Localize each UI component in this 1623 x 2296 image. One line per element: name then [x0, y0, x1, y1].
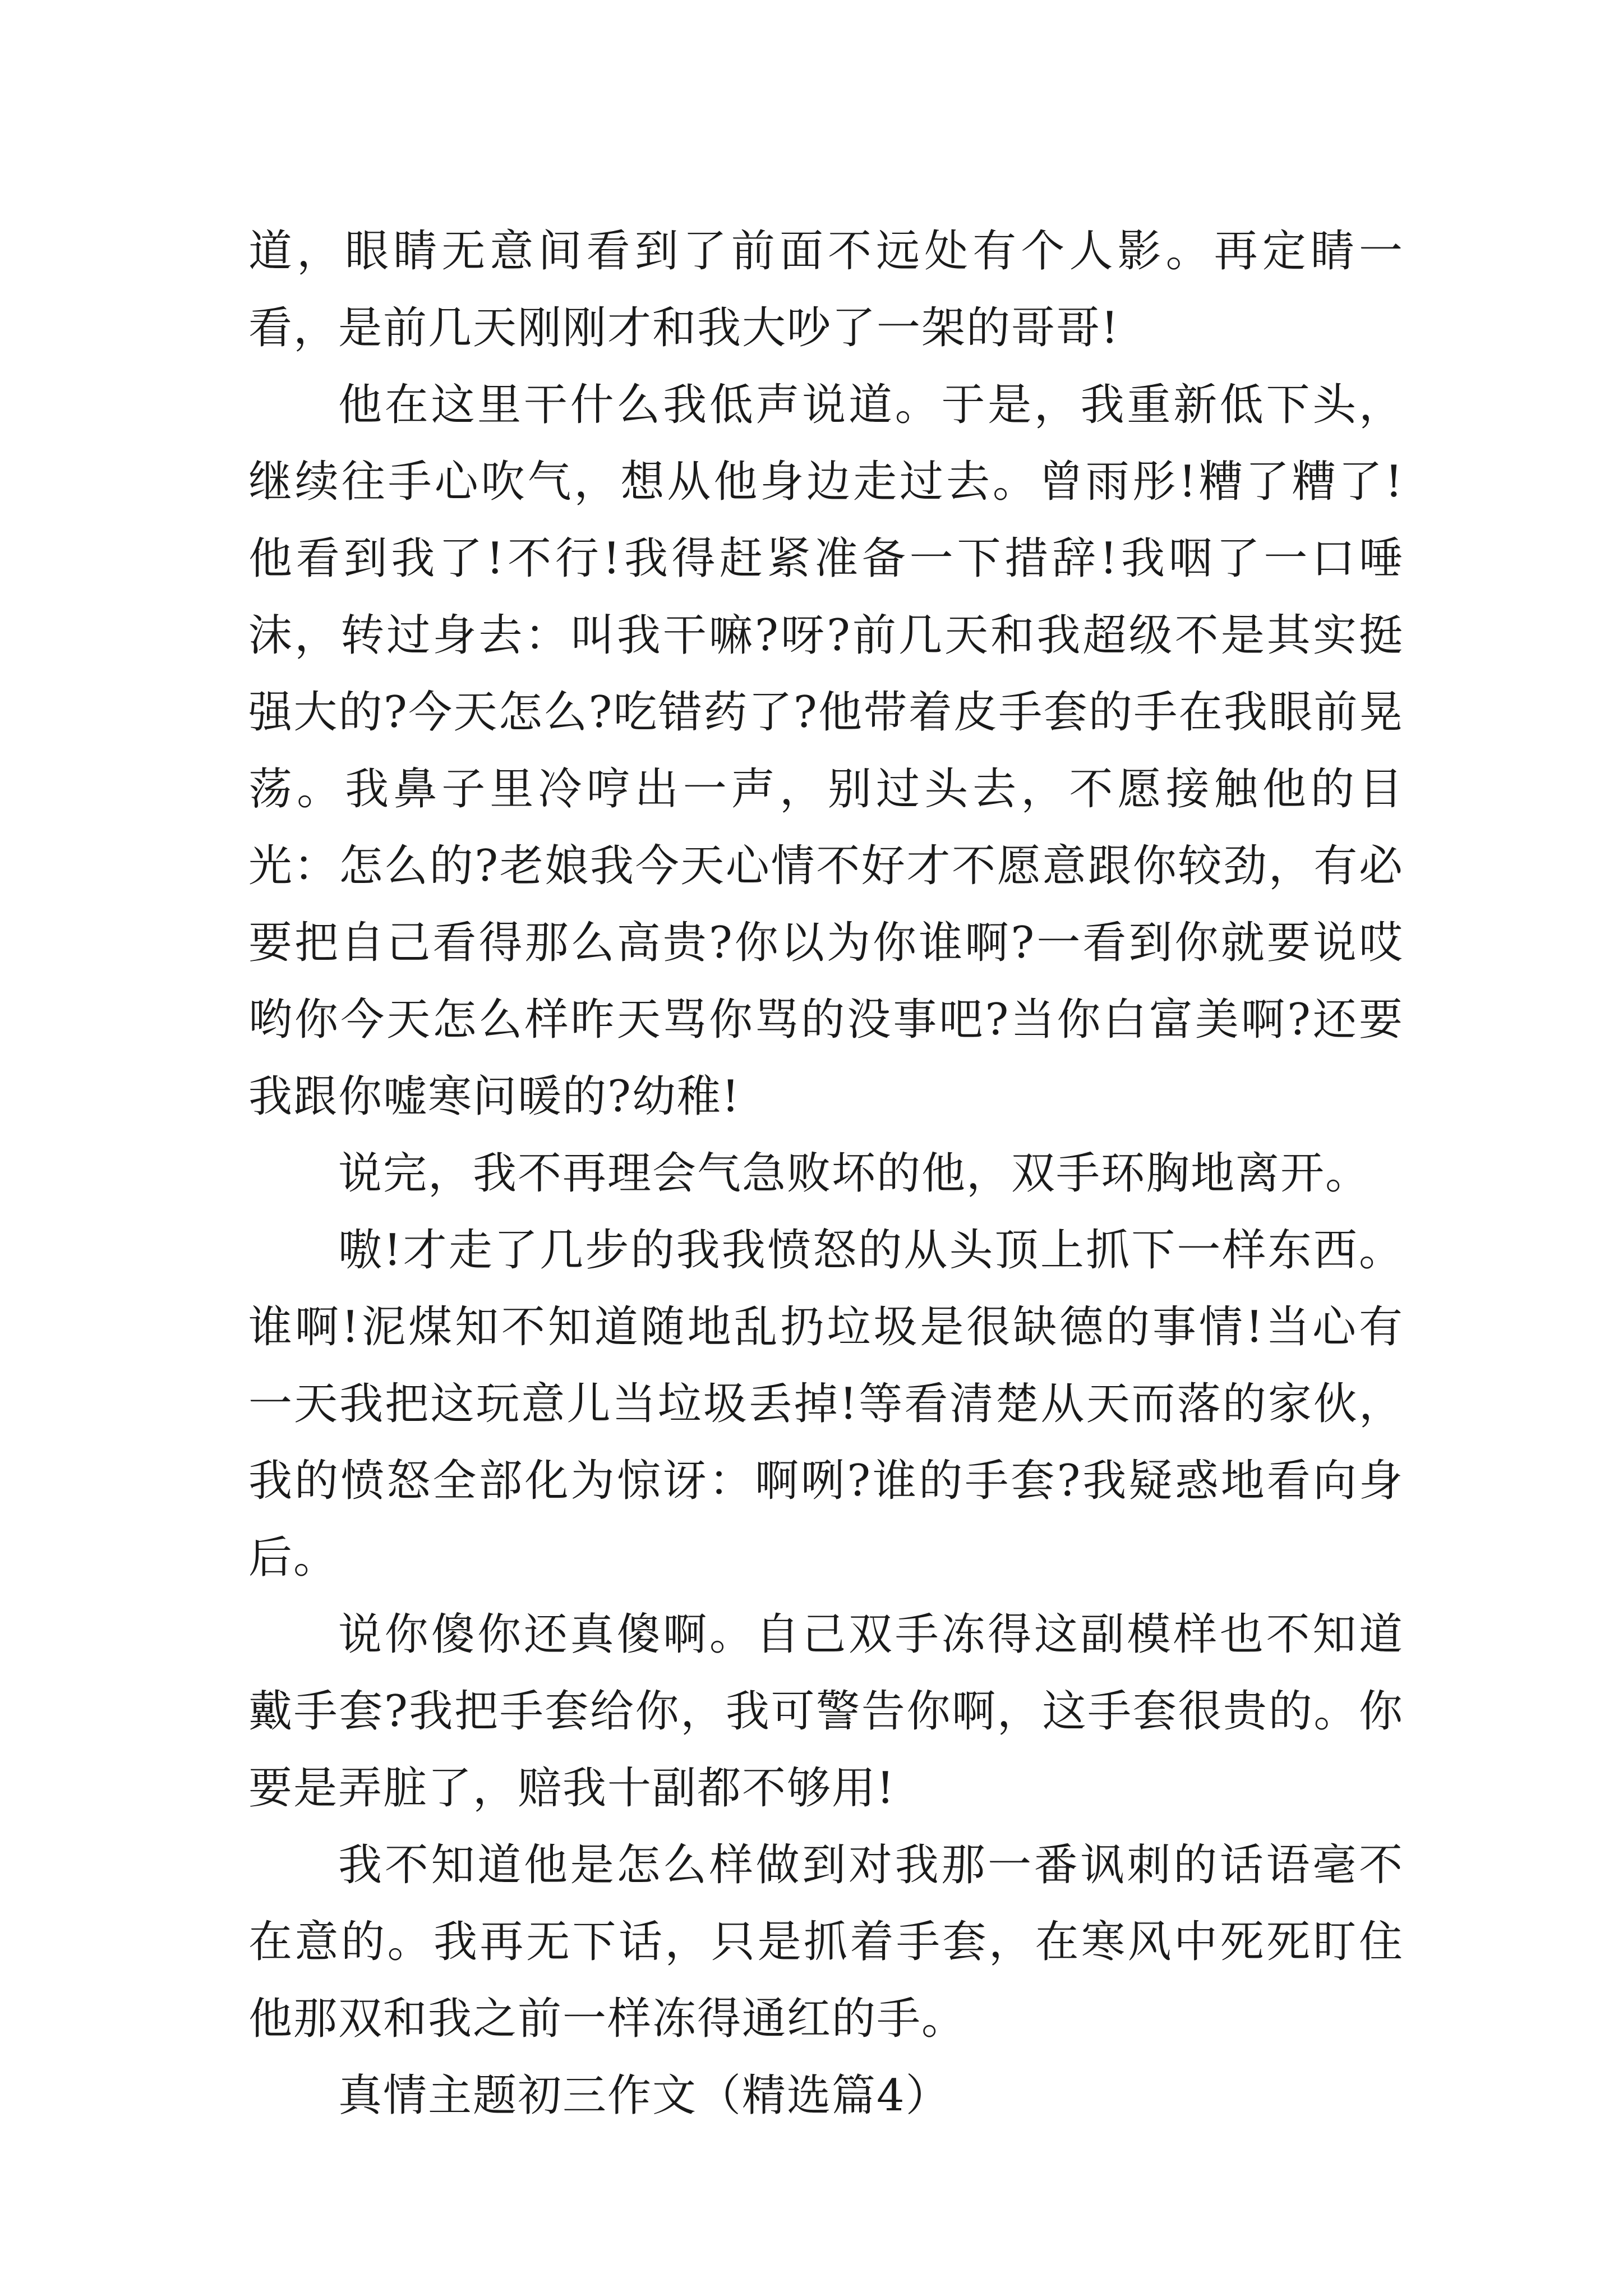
paragraph-3: 说完，我不再理会气急败坏的他，双手环胸地离开。 [338, 1148, 1371, 1199]
paragraph-4: 嗷!才走了几步的我我愤怒的从头顶上抓下一样东西。谁啊!泥煤知不知道随地乱扔垃圾是很缺德的事情!当心有一天我把这玩意儿当垃圾丢掉!等看清楚从天而落的家伙，我的愤怒全部化为惊讶：啊咧?谁的手套?我疑惑地看向身后。 [248, 1225, 1404, 1583]
paragraph-2: 他在这里干什么我低声说道。于是，我重新低下头，继续往手心吹气，想从他身边走过去。曾雨彤!糟了糟了!他看到我了!不行!我得赶紧准备一下措辞!我咽了一口唾沫，转过身去：叫我干嘛?呀?前几天和我超级不是其实挺强大的?今天怎么?吃错药了?他带着皮手套的手在我眼前晃荡。我鼻子里冷哼出一声，别过头去，不愿接触他的目光：怎么的?老娘我今天心情不好才不愿意跟你较劲，有必要把自己看得那么高贵?你以为你谁啊?一看到你就要说哎哟你今天怎么样昨天骂你骂的没事吧?当你白富美啊?还要我跟你嘘寒问暖的?幼稚! [248, 380, 1404, 1122]
paragraph-1: 道，眼睛无意间看到了前面不远处有个人影。再定睛一看，是前几天刚刚才和我大吵了一架的哥哥! [248, 226, 1404, 353]
paragraph-6: 我不知道他是怎么样做到对我那一番讽刺的话语毫不在意的。我再无下话，只是抓着手套，在寒风中死死盯住他那双和我之前一样冻得通红的手。 [248, 1840, 1404, 2044]
document-body [248, 213, 1404, 2134]
section-heading: 真情主题初三作文（精选篇4） [338, 2070, 951, 2121]
paragraph-5: 说你傻你还真傻啊。自己双手冻得这副模样也不知道戴手套?我把手套给你，我可警告你啊，这手套很贵的。你要是弄脏了，赔我十副都不够用! [248, 1609, 1404, 1814]
